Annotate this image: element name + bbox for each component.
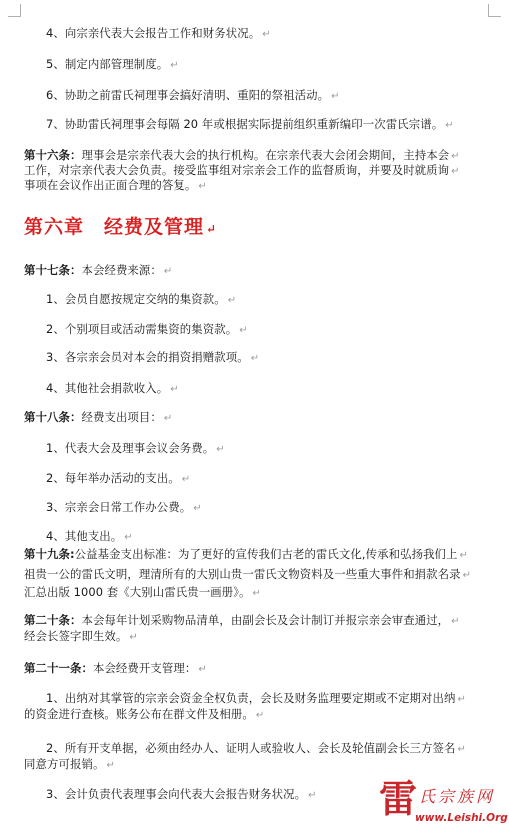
paragraph-mark: ↵ [206, 222, 218, 236]
line-text: 1、会员自愿按规定交纳的集资款。 [46, 292, 226, 306]
line-text: 事项在会议作出正面合理的答复。 [24, 178, 197, 192]
paragraph-mark: ↵ [129, 632, 138, 643]
line-text: 4、其他社会捐款收入。 [46, 381, 169, 395]
paragraph-mark: ↵ [198, 664, 207, 675]
line-text: 3、会计负责代表理事会向代表大会报告财务状况。 [46, 787, 307, 801]
paragraph-mark: ↵ [106, 760, 115, 771]
line-text: 同意方可报销。 [24, 757, 105, 771]
line-text: 3、宗亲会日常工作办公费。 [46, 500, 192, 514]
article-number: 第十七条： [24, 263, 82, 277]
list-item-line [46, 292, 236, 308]
paragraph-mark: ↵ [181, 474, 191, 485]
chapter-heading [24, 215, 217, 241]
line-text: 经费支出项目： [81, 410, 162, 424]
line-text: 2、每年举办活动的支出。 [46, 471, 180, 485]
paragraph-mark: ↵ [170, 60, 179, 71]
line-text: 本会经费来源： [81, 263, 162, 277]
paragraph-line [24, 707, 264, 723]
paragraph-line [24, 613, 460, 629]
margin-corner-mark [8, 4, 21, 17]
paragraph-mark: ↵ [250, 353, 260, 364]
paragraph-mark: ↵ [445, 120, 454, 131]
list-item-line [46, 88, 340, 104]
list-item-line [46, 26, 271, 42]
chapter-title: 第六章 经费及管理 [24, 216, 205, 238]
paragraph-line [24, 547, 468, 563]
paragraph-line [24, 263, 172, 279]
article-number: 第十九条: [24, 547, 75, 561]
line-text: 5、制定内部管理制度。 [46, 57, 169, 71]
line-text: 7、协助雷氏祠理事会每隔 20 年或根据实际提前组织重新编印一次雷氏宗谱。 [46, 117, 444, 131]
list-item-line [46, 471, 190, 487]
paragraph-line [24, 629, 138, 645]
paragraph-mark: ↵ [451, 166, 460, 177]
paragraph-mark: ↵ [451, 616, 460, 627]
paragraph-mark: ↵ [163, 413, 173, 424]
paragraph-line [24, 163, 460, 179]
line-text: 3、各宗亲会员对本会的捐资捐赠款项。 [46, 350, 249, 364]
paragraph-mark: ↵ [163, 266, 173, 277]
paragraph-mark: ↵ [239, 325, 248, 336]
line-text: 4、向宗亲代表大会报告工作和财务状况。 [46, 26, 261, 40]
list-item-line [46, 691, 466, 707]
paragraph-mark: ↵ [193, 503, 202, 514]
watermark-title: 氏宗族网 [419, 787, 496, 806]
paragraph-mark: ↵ [451, 151, 460, 162]
line-text: 2、所有开支单据，必须由经办人、证明人或验收人、会长及轮值副会长三方签名 [46, 741, 456, 755]
paragraph-mark: ↵ [457, 694, 467, 705]
list-item-line [46, 350, 259, 366]
paragraph-mark: ↵ [457, 744, 467, 755]
line-text: 公益基金支出标准：为了更好的宣传我们古老的雷氏文化,传承和弘扬我们上 [74, 547, 458, 561]
paragraph-line [24, 148, 460, 164]
paragraph-mark: ↵ [262, 29, 271, 40]
paragraph-line [24, 585, 261, 601]
list-item-line [46, 322, 248, 338]
article-number: 第十八条： [24, 410, 82, 424]
paragraph-mark: ↵ [255, 710, 265, 721]
paragraph-line [24, 661, 207, 677]
paragraph-mark: ↵ [459, 550, 469, 561]
margin-corner-mark [488, 4, 501, 17]
list-item-line [46, 529, 133, 545]
line-text: 4、其他支出。 [46, 529, 123, 543]
line-text: 2、个别项目或活动需集资的集资款。 [46, 322, 238, 336]
paragraph-mark: ↵ [198, 181, 207, 192]
line-text: 本会经费开支管理： [92, 661, 197, 675]
line-text: 经会长签字即生效。 [24, 629, 128, 643]
paragraph-line [24, 178, 207, 194]
watermark-url: www.Leishi.Org [415, 812, 508, 824]
article-number: 第二十条： [24, 613, 82, 627]
line-text: 1、出纳对其掌管的宗亲会资金全权负责，会长及财务监理要定期或不定期对出纳 [46, 691, 456, 705]
site-watermark-logo [375, 776, 508, 830]
line-text: 6、协助之前雷氏祠理事会搞好清明、重阳的祭祖活动。 [46, 88, 330, 102]
line-text: 1、代表大会及理事会议会务费。 [46, 441, 215, 455]
paragraph-mark: ↵ [227, 295, 237, 306]
list-item-line [46, 117, 454, 133]
list-item-line [46, 787, 317, 803]
list-item-line [46, 381, 179, 397]
line-text: 工作，对宗亲代表大会负责。接受监事组对宗亲会工作的监督质询，并要及时就质询 [24, 163, 450, 177]
line-text: 汇总出版 1000 套《大别山雷氏贵一画册》。 [24, 585, 251, 599]
paragraph-mark: ↵ [124, 532, 133, 543]
paragraph-mark: ↵ [462, 570, 472, 581]
paragraph-mark: ↵ [331, 91, 340, 102]
paragraph-mark: ↵ [252, 588, 261, 599]
paragraph-mark: ↵ [170, 384, 179, 395]
paragraph-line [24, 757, 115, 773]
list-item-line [46, 500, 202, 516]
article-number: 第十六条： [24, 148, 82, 162]
line-text: 祖贵一公的雷氏文明，理清所有的大别山贵一雷氏文物资料及一些重大事件和捐款名录 [24, 567, 461, 581]
line-text: 的资金进行查核。账务公布在群文件及相册。 [24, 707, 254, 721]
list-item-line [46, 741, 466, 757]
paragraph-line [24, 567, 471, 583]
watermark-seal: 雷 [379, 776, 418, 821]
paragraph-mark: ↵ [308, 790, 317, 801]
article-number: 第二十一条： [24, 661, 93, 675]
list-item-line [46, 57, 179, 73]
line-text: 本会每年计划采购物品清单，由副会长及会计制订并报宗亲会审查通过， [81, 613, 450, 627]
paragraph-line [24, 410, 172, 426]
line-text: 理事会是宗亲代表大会的执行机构。在宗亲代表大会闭会期间，主持本会 [81, 148, 450, 162]
list-item-line [46, 441, 225, 457]
paragraph-mark: ↵ [216, 444, 225, 455]
